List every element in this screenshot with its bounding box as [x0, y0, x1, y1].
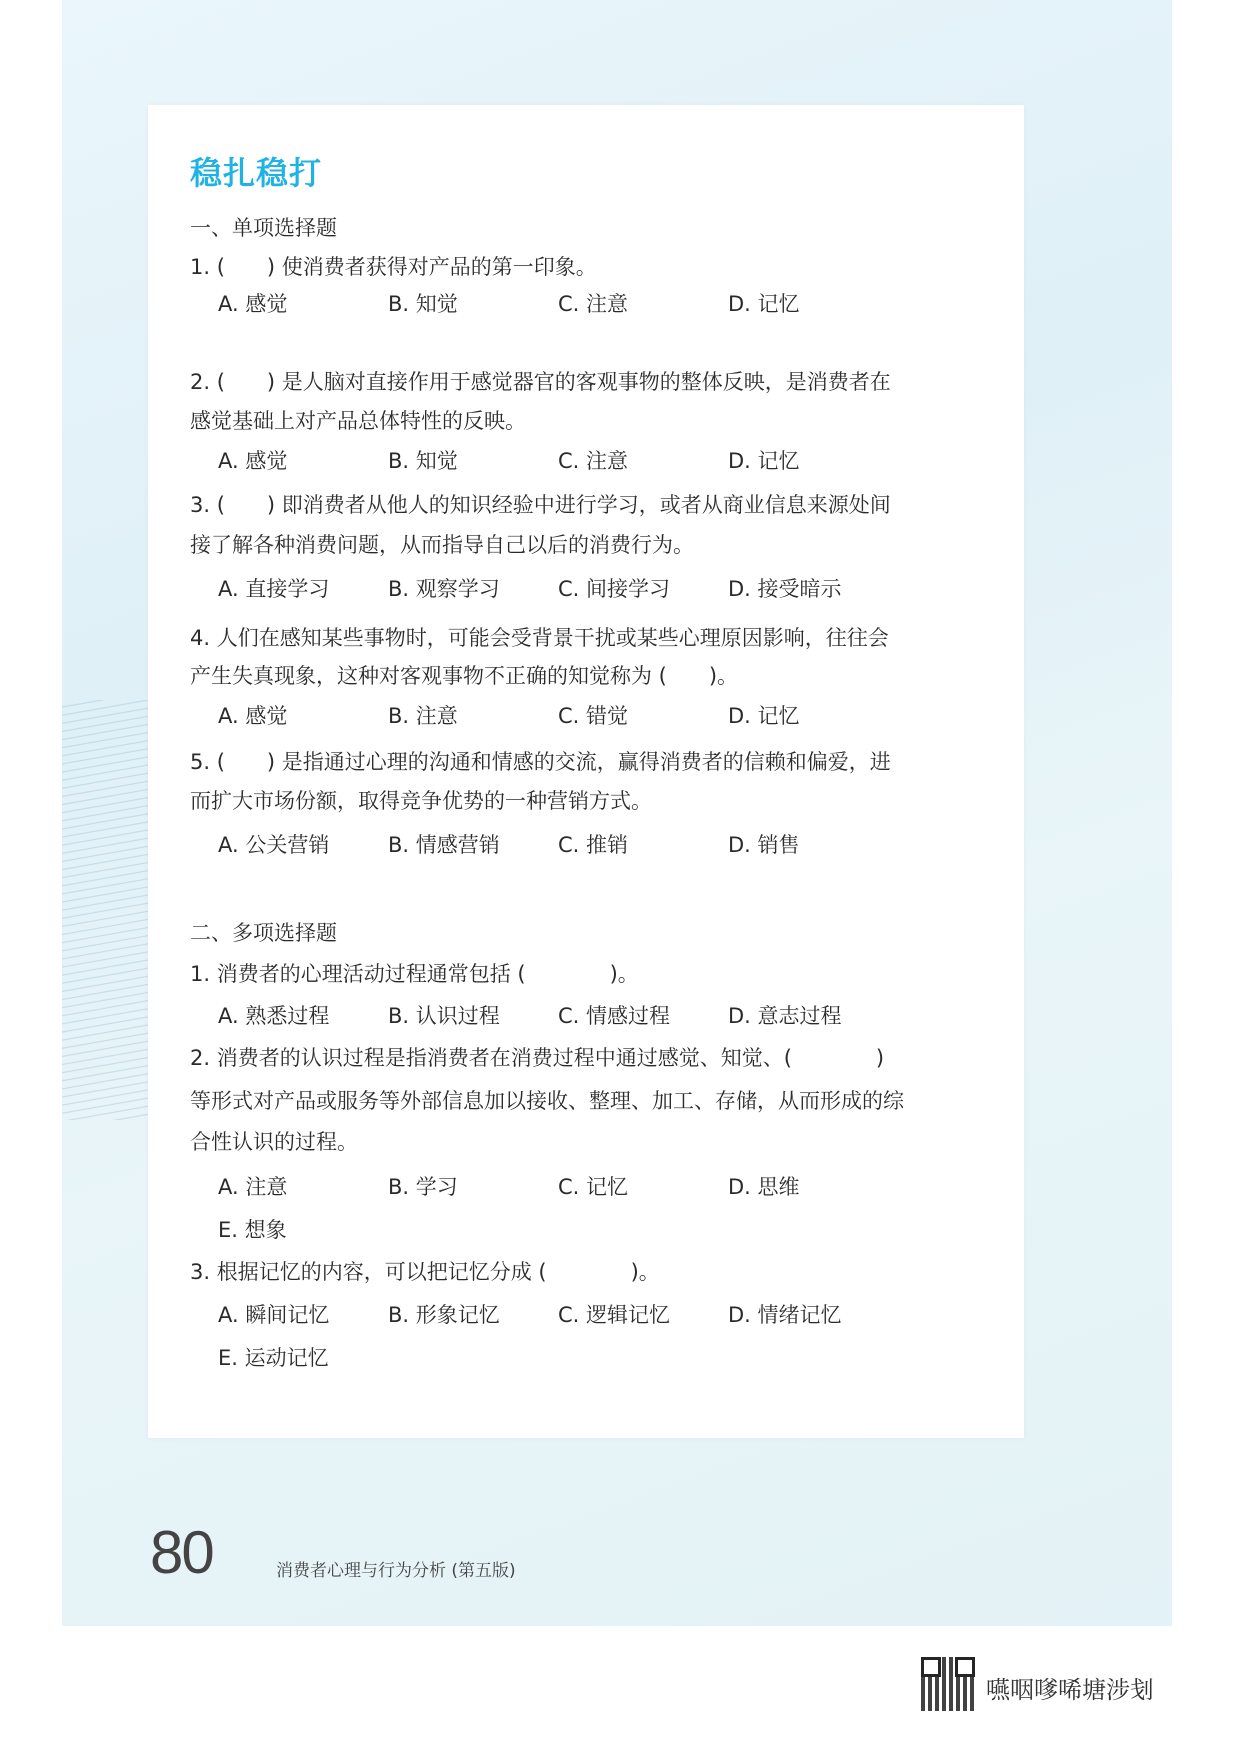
option: B. 注意 — [388, 704, 458, 728]
question-line: 产生失真现象，这种对客观事物不正确的知觉称为 ( )。 — [190, 664, 739, 688]
option: B. 知觉 — [388, 292, 458, 316]
option: A. 公关营销 — [218, 833, 330, 857]
option: C. 间接学习 — [558, 577, 671, 601]
option: C. 推销 — [558, 833, 629, 857]
question-line: 而扩大市场份额，取得竞争优势的一种营销方式。 — [190, 789, 652, 813]
decorative-wave-lines — [62, 700, 152, 1120]
option: C. 逻辑记忆 — [558, 1303, 671, 1327]
question-line: 1. 消费者的心理活动过程通常包括 ( )。 — [190, 962, 639, 986]
option: A. 感觉 — [218, 704, 288, 728]
question-line: 感觉基础上对产品总体特性的反映。 — [190, 409, 526, 433]
question-line: 2. 消费者的认识过程是指消费者在消费过程中通过感觉、知觉、( ) — [190, 1046, 885, 1070]
option: C. 错觉 — [558, 704, 629, 728]
question-line: 1. ( ) 使消费者获得对产品的第一印象。 — [190, 255, 597, 279]
option: D. 思维 — [728, 1175, 800, 1199]
question-line: 4. 人们在感知某些事物时，可能会受背景干扰或某些心理原因影响，往往会 — [190, 626, 889, 650]
question-line: 2. ( ) 是人脑对直接作用于感觉器官的客观事物的整体反映，是消费者在 — [190, 370, 891, 394]
option: A. 感觉 — [218, 292, 288, 316]
qr-code-icon — [921, 1657, 975, 1711]
question-line: 合性认识的过程。 — [190, 1130, 358, 1154]
watermark-text: 嚥咽嗲唏塘涉刬 — [986, 1676, 1154, 1704]
option: C. 情感过程 — [558, 1004, 671, 1028]
book-title: 消费者心理与行为分析 (第五版) — [276, 1561, 516, 1581]
question-line: 3. 根据记忆的内容，可以把记忆分成 ( )。 — [190, 1260, 660, 1284]
option: D. 记忆 — [728, 292, 800, 316]
option: A. 注意 — [218, 1175, 288, 1199]
option: B. 形象记忆 — [388, 1303, 500, 1327]
option: D. 接受暗示 — [728, 577, 842, 601]
option: B. 认识过程 — [388, 1004, 500, 1028]
option: A. 感觉 — [218, 449, 288, 473]
option: B. 学习 — [388, 1175, 458, 1199]
option: C. 注意 — [558, 292, 629, 316]
option: D. 情绪记忆 — [728, 1303, 842, 1327]
option: D. 记忆 — [728, 449, 800, 473]
option: E. 运动记忆 — [218, 1346, 329, 1370]
question-line: 接了解各种消费问题，从而指导自己以后的消费行为。 — [190, 533, 694, 557]
option: A. 熟悉过程 — [218, 1004, 330, 1028]
option: D. 意志过程 — [728, 1004, 842, 1028]
page-number: 80 — [150, 1519, 213, 1586]
question-line: 等形式对产品或服务等外部信息加以接收、整理、加工、存储，从而形成的综 — [190, 1089, 904, 1113]
single-choice-heading: 一、单项选择题 — [190, 216, 337, 240]
option: E. 想象 — [218, 1218, 287, 1242]
option: A. 直接学习 — [218, 577, 330, 601]
option: C. 记忆 — [558, 1175, 629, 1199]
option: B. 情感营销 — [388, 833, 500, 857]
option: A. 瞬间记忆 — [218, 1303, 330, 1327]
section-title: 稳扎稳打 — [190, 154, 323, 192]
multi-choice-heading: 二、多项选择题 — [190, 921, 337, 945]
option: D. 销售 — [728, 833, 800, 857]
option: C. 注意 — [558, 449, 629, 473]
question-line: 3. ( ) 即消费者从他人的知识经验中进行学习，或者从商业信息来源处间 — [190, 493, 891, 517]
option: B. 知觉 — [388, 449, 458, 473]
question-line: 5. ( ) 是指通过心理的沟通和情感的交流，赢得消费者的信赖和偏爱，进 — [190, 750, 891, 774]
option: B. 观察学习 — [388, 577, 500, 601]
option: D. 记忆 — [728, 704, 800, 728]
